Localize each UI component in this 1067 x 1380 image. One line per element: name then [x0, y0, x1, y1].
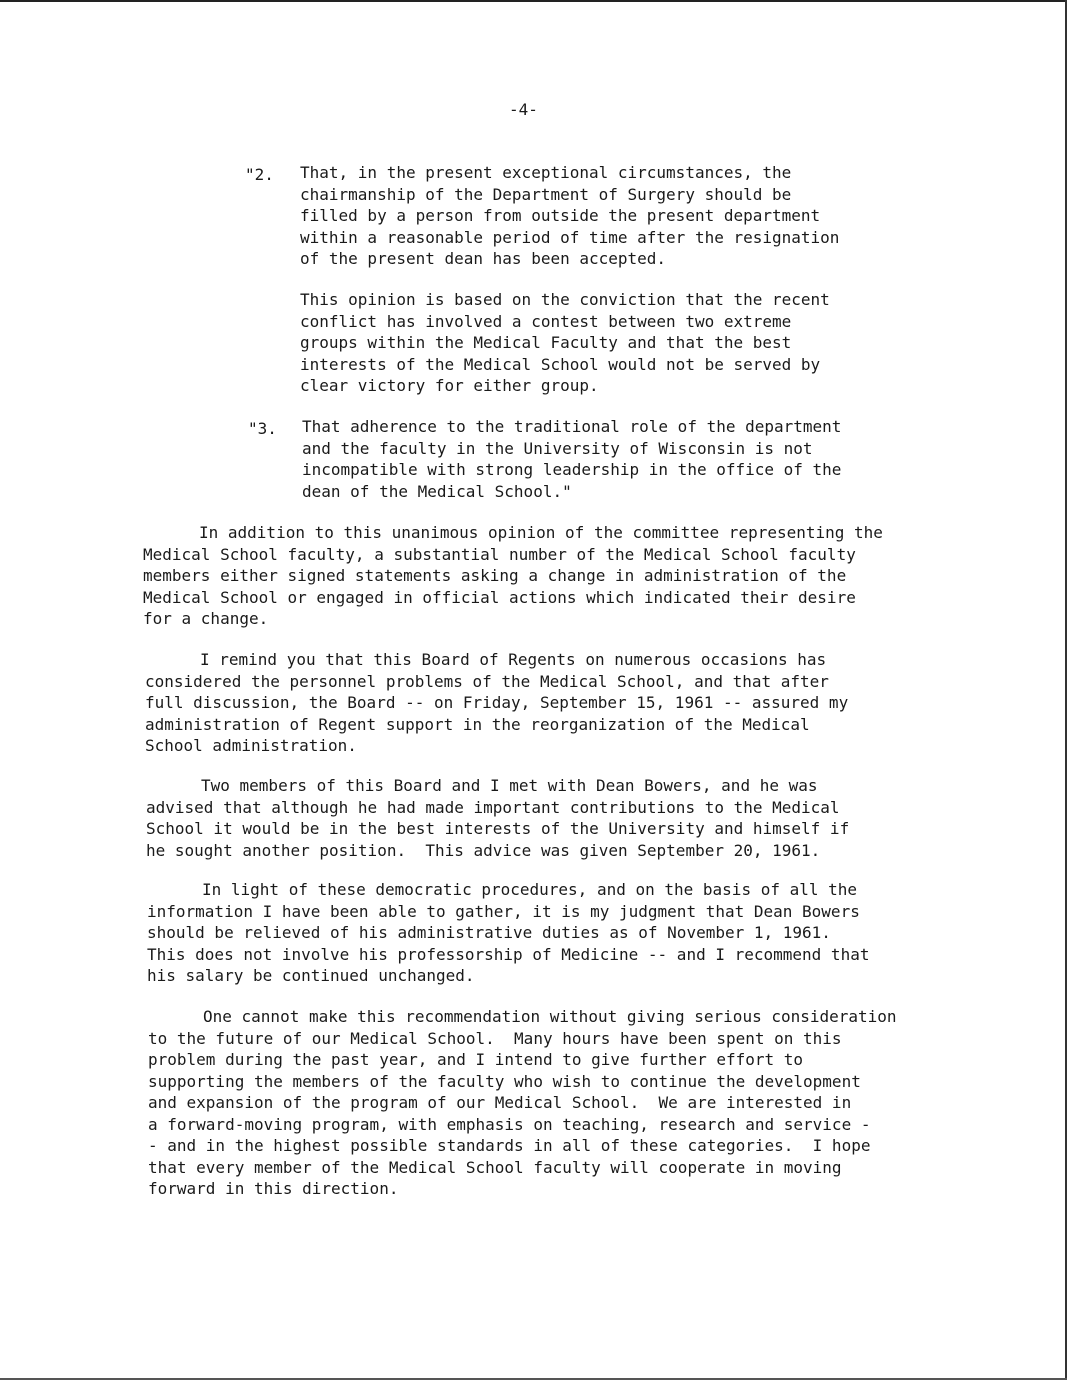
- page-edge-top: [0, 0, 1067, 2]
- text-line: supporting the members of the faculty who wish to continue the development: [148, 1071, 861, 1091]
- item-marker: "2.: [245, 165, 274, 184]
- text-line: members either signed statements asking a change in administration of the: [143, 566, 847, 585]
- text-line: for a change.: [143, 609, 269, 628]
- text-line: within a reasonable period of time after the resignation: [300, 227, 840, 247]
- text-line: advised that although he had made important contributions to the Medical: [146, 797, 840, 817]
- text-line: In addition to this unanimous opinion of the committee representing the: [199, 523, 883, 542]
- text-line: and the faculty in the University of Wisconsin is not: [302, 438, 813, 458]
- text-line: Two members of this Board and I met with Dean Bowers, and he was: [201, 776, 818, 795]
- text-line: should be relieved of his administrative duties as of November 1, 1961.: [147, 923, 831, 942]
- text-line: That, in the present exceptional circumstances, the: [300, 163, 792, 182]
- text-line: information I have been able to gather, it is my judgment that Dean Bowers: [147, 901, 860, 921]
- text-line: This opinion is based on the conviction that the recent: [300, 290, 830, 309]
- text-line: I remind you that this Board of Regents on numerous occasions has: [200, 650, 827, 669]
- text-line: School administration.: [145, 736, 357, 755]
- text-line: full discussion, the Board -- on Friday, September 15, 1961 -- assured my: [145, 693, 849, 712]
- page-number: -4-: [509, 100, 538, 119]
- text-line: - and in the highest possible standards in all of these categories. I hope: [148, 1136, 871, 1155]
- text-line: conflict has involved a contest between two extreme: [300, 311, 792, 331]
- text-line: problem during the past year, and I intend to give further effort to: [148, 1050, 804, 1069]
- text-line: That adherence to the traditional role of the department: [302, 417, 842, 436]
- item-marker: "3.: [248, 419, 277, 438]
- text-line: chairmanship of the Department of Surgery should be: [300, 184, 792, 204]
- text-line: his salary be continued unchanged.: [147, 966, 475, 985]
- text-line: incompatible with strong leadership in the office of the: [302, 460, 842, 479]
- text-line: In light of these democratic procedures, and on the basis of all the: [202, 880, 858, 899]
- text-line: of the present dean has been accepted.: [300, 249, 667, 268]
- text-line: This does not involve his professorship of Medicine -- and I recommend that: [147, 944, 870, 964]
- text-line: filled by a person from outside the present department: [300, 206, 821, 225]
- text-line: forward in this direction.: [148, 1179, 399, 1198]
- text-line: considered the personnel problems of the Medical School, and that after: [145, 671, 829, 691]
- text-line: and expansion of the program of our Medical School. We are interested in: [148, 1093, 852, 1112]
- text-line: groups within the Medical Faculty and that the best: [300, 333, 792, 352]
- text-line: he sought another position. This advice was given September 20, 1961.: [146, 840, 821, 860]
- text-line: interests of the Medical School would not be served by: [300, 354, 821, 374]
- text-line: School it would be in the best interests of the University and himself if: [146, 819, 850, 838]
- text-line: administration of Regent support in the reorganization of the Medical: [145, 714, 810, 734]
- text-line: Medical School or engaged in official actions which indicated their desire: [143, 587, 856, 607]
- text-line: clear victory for either group.: [300, 376, 599, 395]
- text-line: a forward-moving program, with emphasis on teaching, research and service -: [148, 1114, 871, 1134]
- text-line: Medical School faculty, a substantial number of the Medical School faculty: [143, 544, 856, 564]
- text-line: to the future of our Medical School. Many hours have been spent on this: [148, 1028, 842, 1048]
- text-line: that every member of the Medical School faculty will cooperate in moving: [148, 1157, 842, 1177]
- text-line: One cannot make this recommendation without giving serious consideration: [203, 1007, 897, 1026]
- text-line: dean of the Medical School.": [302, 481, 572, 501]
